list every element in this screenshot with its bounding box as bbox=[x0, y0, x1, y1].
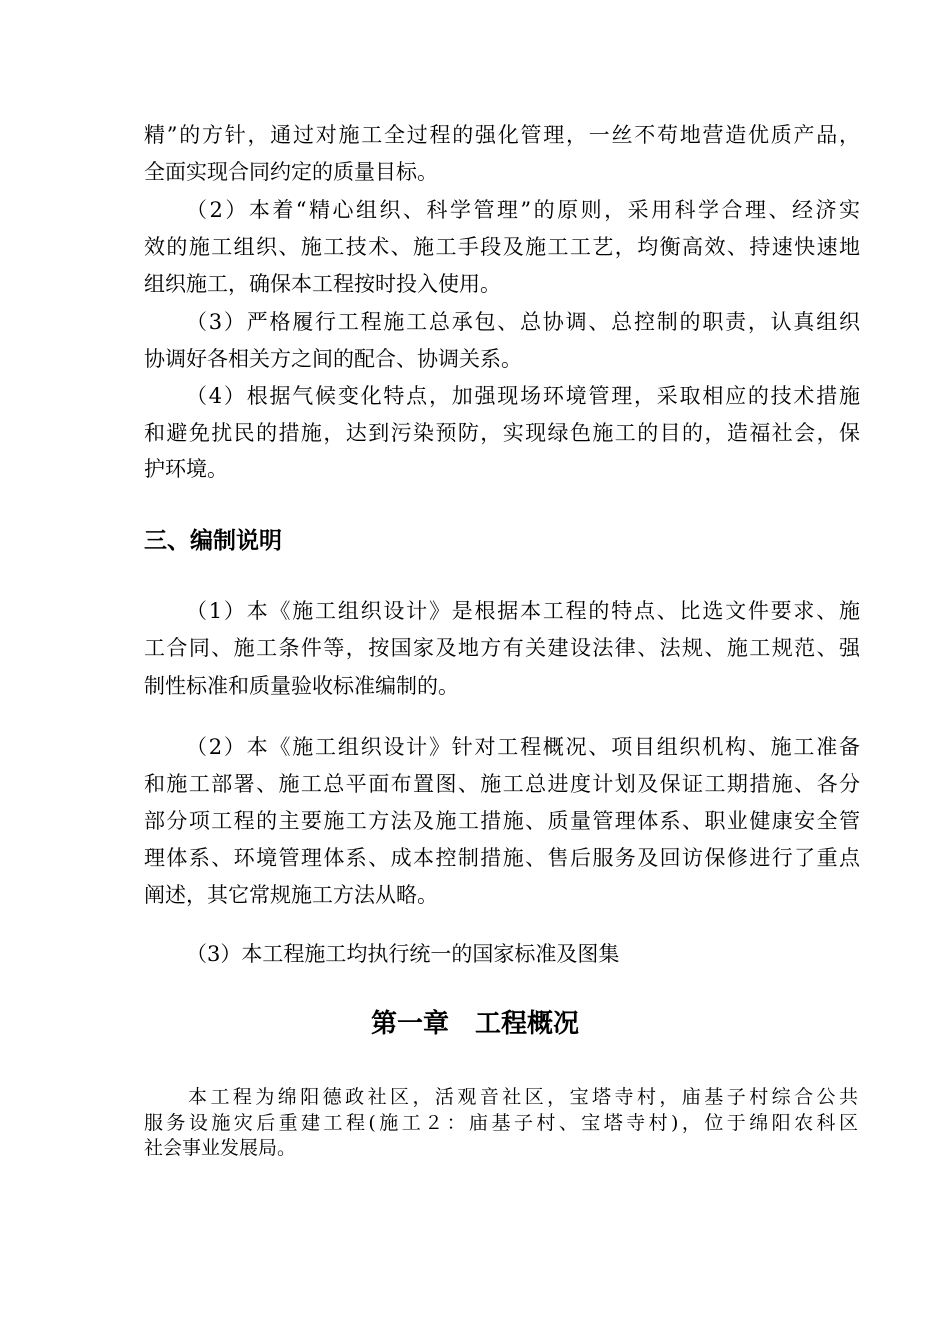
paragraph-line: 工合同、施工条件等，按国家及地方有关建设法律、法规、施工规范、强 bbox=[144, 636, 860, 660]
paragraph-line: 和避免扰民的措施，达到污染预防，实现绿色施工的目的，造福社会，保 bbox=[144, 421, 860, 445]
paragraph-line: 阐述，其它常规施工方法从略。 bbox=[144, 883, 438, 907]
paragraph-line: 制性标准和质量验收标准编制的。 bbox=[144, 674, 459, 698]
section-heading: 三、编制说明 bbox=[144, 528, 282, 554]
paragraph-line: 部分项工程的主要施工方法及施工措施、质量管理体系、职业健康安全管 bbox=[144, 809, 860, 833]
chapter-heading: 第一章 工程概况 bbox=[370, 1009, 579, 1039]
paragraph-line: （3）本工程施工均执行统一的国家标准及图集 bbox=[186, 942, 620, 966]
paragraph-line: 协调好各相关方之间的配合、协调关系。 bbox=[144, 347, 522, 371]
paragraph-line: 效的施工组织、施工技术、施工手段及施工工艺，均衡高效、持速快速地 bbox=[144, 235, 860, 259]
paragraph-line: （2）本《施工组织设计》针对工程概况、项目组织机构、施工准备 bbox=[186, 735, 860, 759]
paragraph-line: 精”的方针，通过对施工全过程的强化管理，一丝不苟地营造优质产品， bbox=[144, 123, 860, 147]
paragraph-line: 和施工部署、施工总平面布置图、施工总进度计划及保证工期措施、各分 bbox=[144, 772, 860, 796]
paragraph-line: （4）根据气候变化特点，加强现场环境管理，采取相应的技术措施 bbox=[186, 384, 860, 408]
paragraph-line: （1）本《施工组织设计》是根据本工程的特点、比选文件要求、施 bbox=[186, 599, 860, 623]
paragraph-line: 护环境。 bbox=[144, 457, 228, 481]
paragraph-line: 本工程为绵阳德政社区，活观音社区，宝塔寺村，庙基子村综合公共 bbox=[188, 1086, 858, 1108]
paragraph-line: 理体系、环境管理体系、成本控制措施、售后服务及回访保修进行了重点 bbox=[144, 846, 860, 870]
paragraph-line: 组织施工，确保本工程按时投入使用。 bbox=[144, 272, 501, 296]
paragraph-line: 服务设施灾后重建工程(施工２：庙基子村、宝塔寺村)，位于绵阳农科区 bbox=[144, 1112, 858, 1134]
paragraph-line: （2）本着“精心组织、科学管理”的原则，采用科学合理、经济实 bbox=[186, 198, 860, 222]
paragraph-line: （3）严格履行工程施工总承包、总协调、总控制的职责，认真组织 bbox=[186, 310, 860, 334]
paragraph-line: 全面实现合同约定的质量目标。 bbox=[144, 160, 438, 184]
paragraph-line: 社会事业发展局。 bbox=[144, 1137, 297, 1159]
